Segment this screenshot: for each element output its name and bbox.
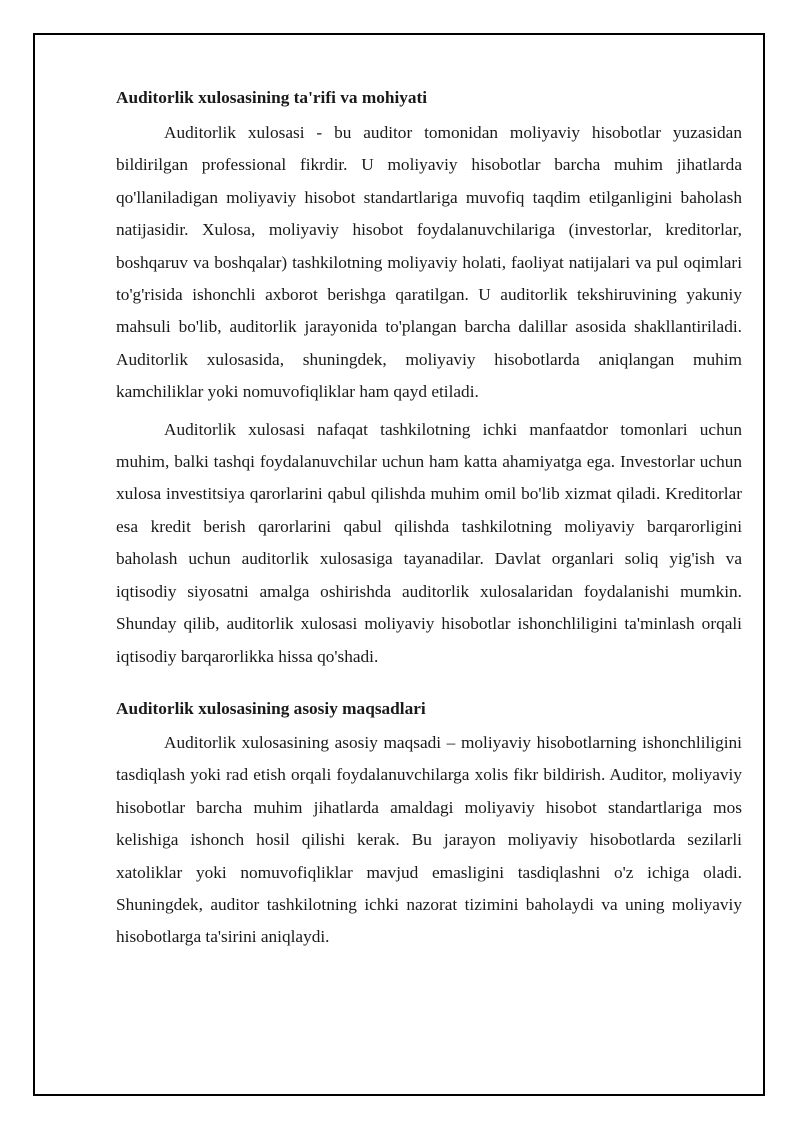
paragraph-goals-1: Auditorlik xulosasining asosiy maqsadi – moliyaviy hisobotlarning ishonchliligini tasdiqlash yoki rad etish orqali foydalanuvchilarga xolis fikr bildirish. Auditor, moliyaviy hisobotlar barcha muhim jihatlarda amaldagi moliyaviy hisobot standartlariga mos kelishiga ishonch hosil qilishi kerak. Bu jarayon moliyaviy hisobotlarda sezilarli xatoliklar yoki nomuvofiqliklar mavjud emasligini tasdiqlashni o'z ichiga oladi. Shuningdek, auditor tashkilotning ichki nazorat tizimini baholaydi va uning moliyaviy hisobotlarga ta'sirini aniqlaydi.	[116, 732, 742, 947]
paragraph-definition-2: Auditorlik xulosasi nafaqat tashkilotning ichki manfaatdor tomonlari uchun muhim, balki tashqi foydalanuvchilar uchun ham katta ahamiyatga ega. Investorlar uchun xulosa investitsiya qarorlarini qabul qilishda muhim omil bo'lib xizmat qiladi. Kreditorlar esa kredit berish qarorlarini qabul qilishda tashkilotning moliyaviy barqarorligini baholash uchun auditorlik xulosasiga tayanadilar. Davlat organlari soliq yig'ish va iqtisodiy siyosatni amalga oshirishda auditorlik xulosalaridan foydalanishi mumkin. Shunday qilib, auditorlik xulosasi moliyaviy hisobotlar ishonchliligini ta'minlash orqali iqtisodiy barqarorlikka hissa qo'shadi.	[116, 419, 742, 666]
section-heading-goals: Auditorlik xulosasining asosiy maqsadlari	[116, 698, 426, 718]
section-heading-definition: Auditorlik xulosasining ta'rifi va mohiyati	[116, 88, 428, 107]
paragraph-definition-1: Auditorlik xulosasi - bu auditor tomonidan moliyaviy hisobotlar yuzasidan bildirilgan professional fikrdir. U moliyaviy hisobotlar barcha muhim jihatlarda qo'llaniladigan moliyaviy hisobot standartlariga muvofiq taqdim etilganligini baholash natijasidir. Xulosa, moliyaviy hisobot foydalanuvchilariga (investorlar, kreditorlar, boshqaruv va boshqalar) tashkilotning moliyaviy holati, faoliyat natijalari va pul oqimlari to'g'risida ishonchli axborot berishga qaratilgan. U auditorlik tekshiruvining yakuniy mahsuli bo'lib, auditorlik jarayonida to'plangan barcha dalillar asosida shakllantiriladi. Auditorlik xulosasida, shuningdek, moliyaviy hisobotlarda aniqlangan muhim kamchiliklar yoki nomuvofiqliklar ham qayd etiladi.	[116, 123, 742, 402]
document-body	[116, 84, 742, 954]
